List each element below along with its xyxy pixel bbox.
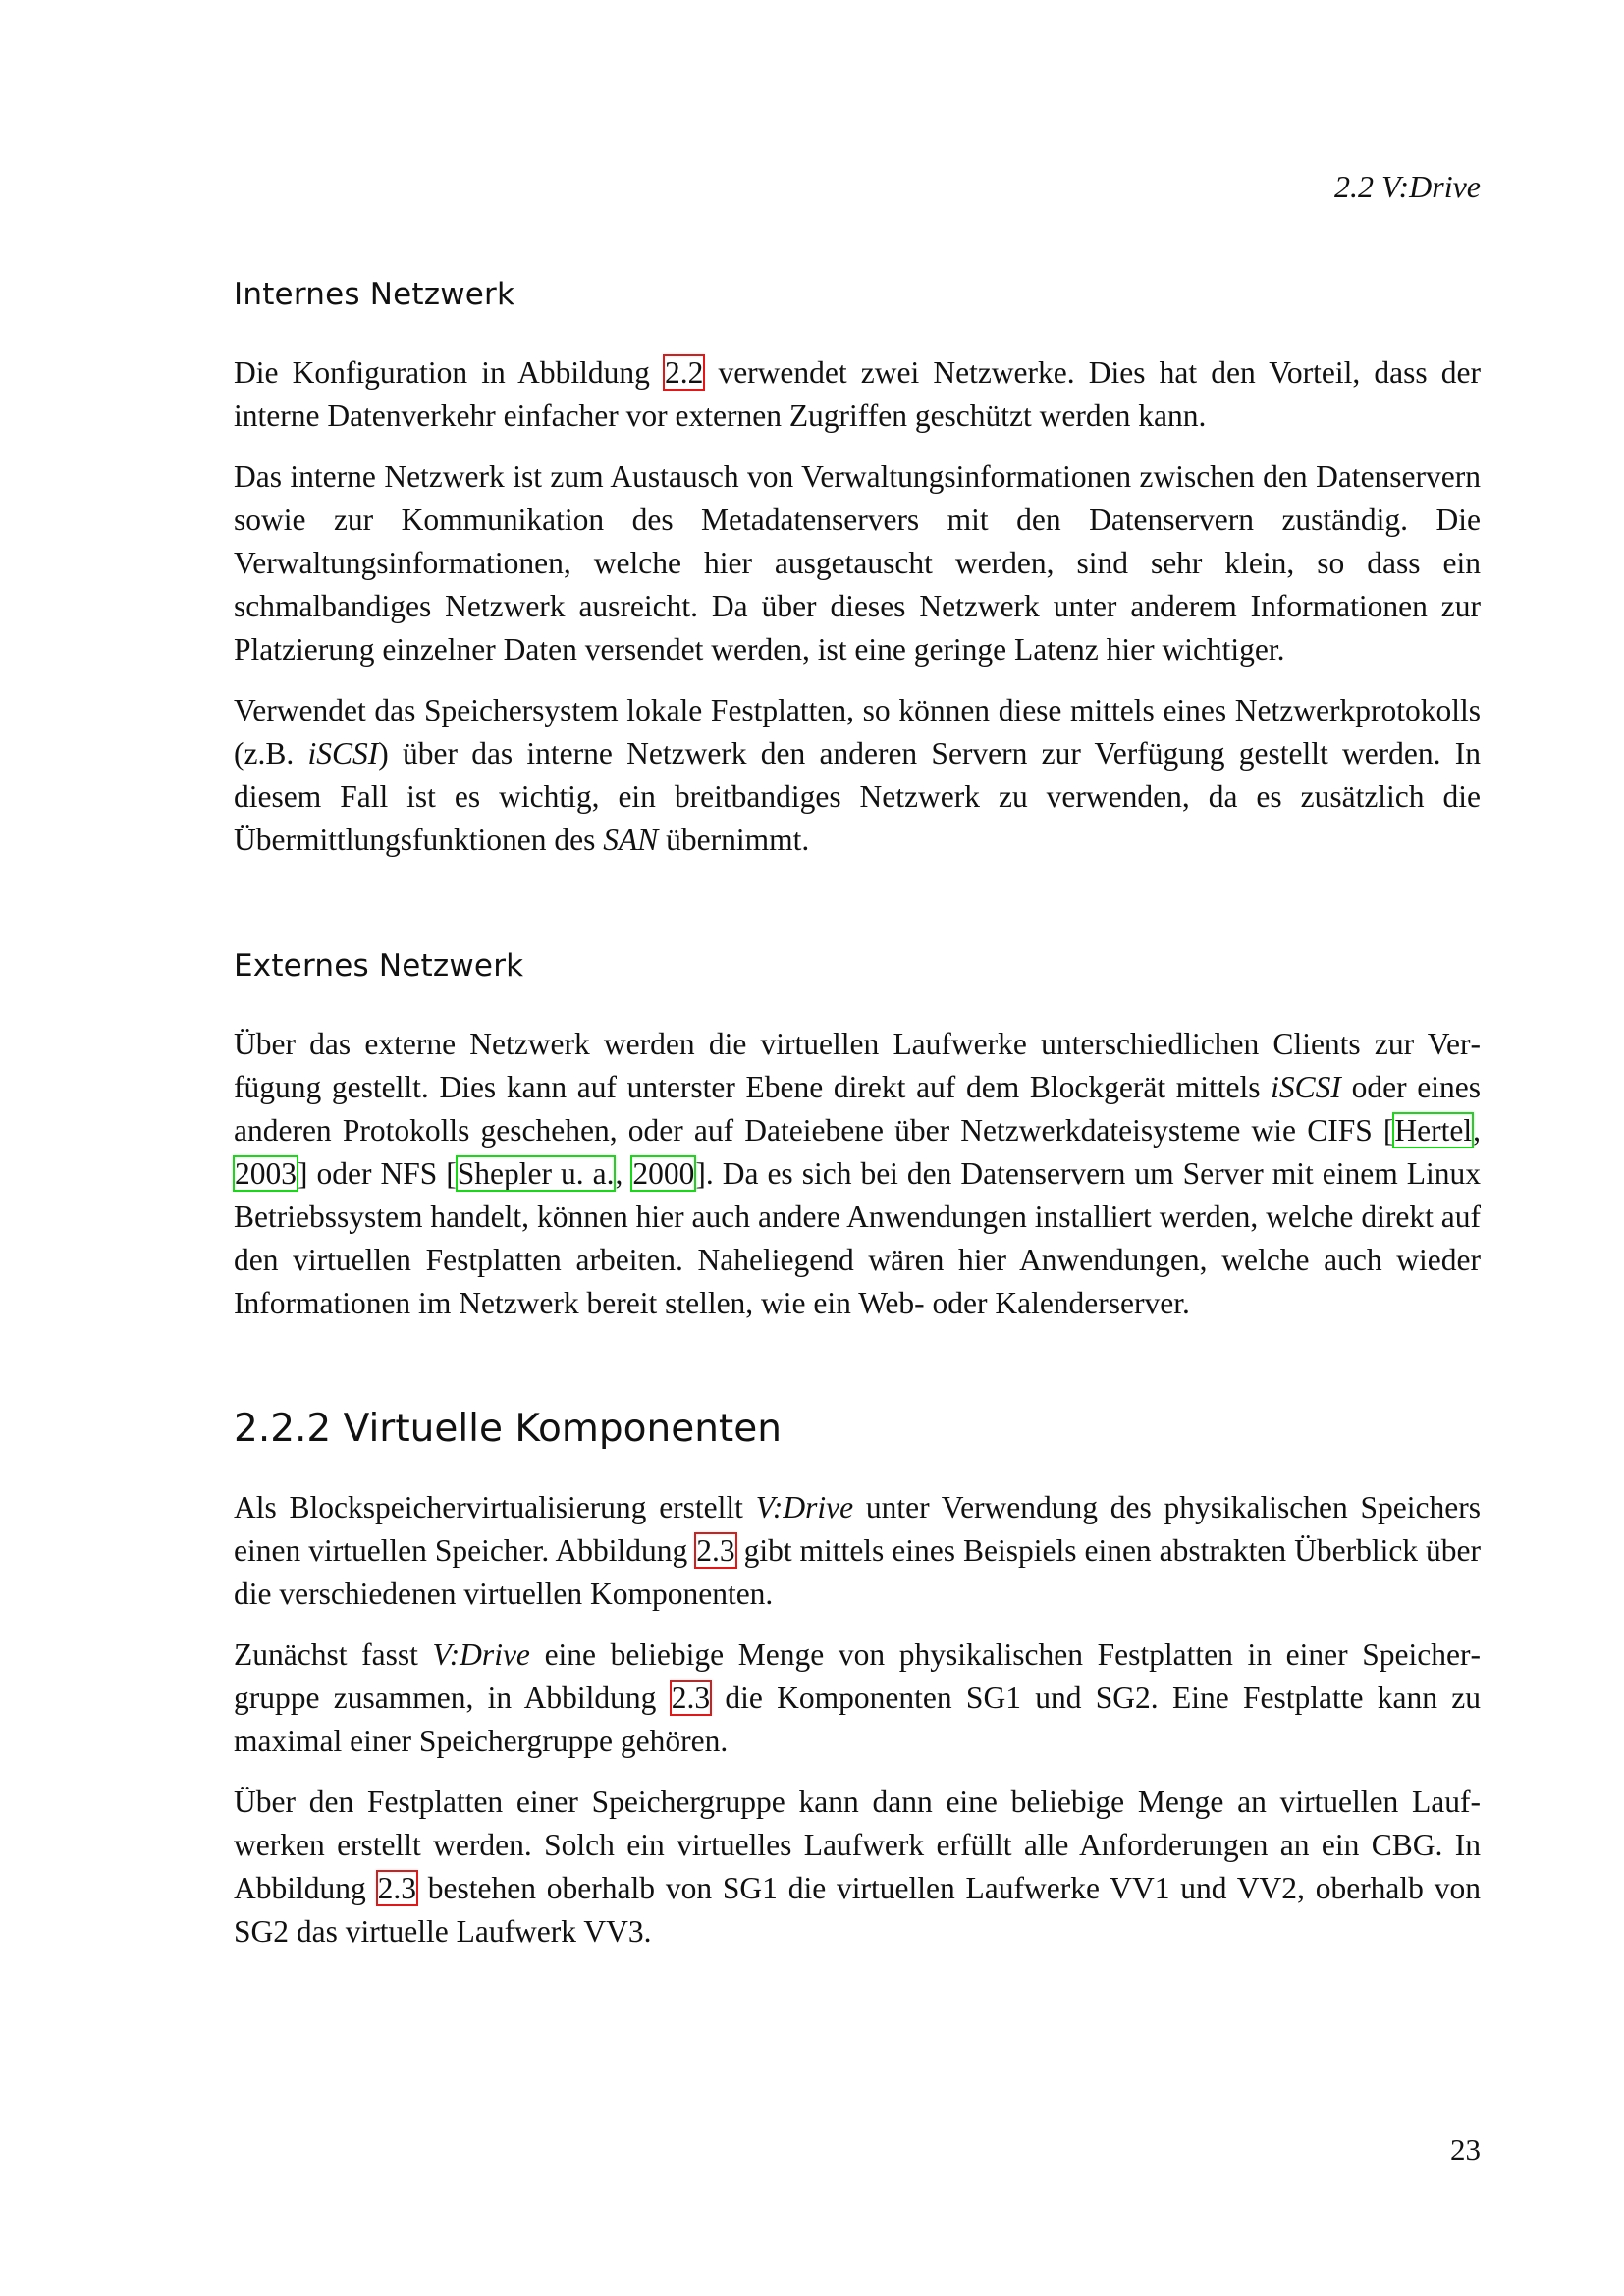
text-run: ) über das interne Netzwerk den anderen Servern zur Verfügung gestellt werden. In diesem Fall ist es wichtig, ein breitbandiges Netzwerk zu verwenden, da es zusätzlich die Übermittlungsfunktionen des [234,736,1481,857]
document-page [234,0,1481,2296]
text-run: verwendet zwei Netzwerke. Dies hat den Vorteil, dass der interne Datenverkehr einfacher vor externen Zugriffen geschützt werden kann. [234,355,1481,433]
text-run: Über den Festplatten einer Speichergruppe kann dann eine beliebige Menge an virtuellen Laufwerken erstellt werden. Solch ein virtuelles Laufwerk erfüllt alle Anforderungen an ein CBG. In Abbildung [234,1785,1481,1905]
emphasis-term: iSCSI [307,736,379,771]
emphasis-term: SAN [603,823,659,857]
text-run: übernimmt. [658,823,810,857]
page-number: 23 [1450,2132,1481,2166]
text-run: Über das externe Netzwerk werden die virtuellen Laufwerke unterschiedlichen Clients zur Verfügung gestellt. Dies kann auf unterster Ebene direkt auf dem Blockgerät mittels [234,1027,1481,1104]
text-run: , [615,1156,632,1191]
text-run: ]. Da es sich bei den Datenservern um Server mit einem Linux Betriebssystem handelt, können hier auch andere Anwendungen installiert werden, welche direkt auf den virtuellen Festplatten arbeiten. Naheliegend wären hier Anwendungen, welche auch wieder Informationen im Netzwerk bereit stellen, wie ein Web- oder Kalenderserver. [234,1156,1481,1320]
spacer [234,880,1481,946]
text-run: bestehen oberhalb von SG1 die virtuellen Laufwerke VV1 und VV2, oberhalb von SG2 das virtuelle Laufwerk VV3. [234,1871,1481,1949]
paragraph-virtual-3 [234,1781,1481,1953]
paragraph-virtual-2 [234,1633,1481,1763]
spacer [234,1343,1481,1406]
paragraph-internal-1 [234,351,1481,438]
running-header: 2.2 V:Drive [1334,169,1481,204]
text-run: eine beliebige Menge von physikalischen Festplatten in einer Speichergruppe zusammen, in Abbildung [234,1637,1481,1715]
text-run: ] oder NFS [ [298,1156,457,1191]
paragraph-internal-2: Das interne Netzwerk ist zum Austausch von Verwaltungsinformationen zwischen den Datenservern sowie zur Kommunikation des Metadatenservers mit den Datenservern zuständig. Die Verwaltungsinformationen, welche hier ausgetauscht werden, sind sehr klein, so dass ein schmalbandiges Netzwerk ausreicht. Da über dieses Netzwerk unter anderem Informationen zur Platzierung einzelner Daten versendet werden, ist eine geringe Latenz hier wichtiger. [234,459,1481,667]
heading-internes-netzwerk: Internes Netzwerk [234,277,515,312]
citation-link-hertel[interactable]: Hertel [1394,1113,1473,1148]
figure-ref-link[interactable]: 2.3 [377,1871,416,1905]
paragraph-internal-3 [234,689,1481,862]
paragraph-virtual-1 [234,1486,1481,1616]
citation-link-hertel-year[interactable]: 2003 [235,1156,297,1191]
figure-ref-link[interactable]: 2.2 [664,355,704,390]
emphasis-term: V:Drive [755,1490,854,1524]
citation-link-shepler-year[interactable]: 2000 [632,1156,695,1191]
text-run: unter Verwendung des physikalischen Speichers einen virtuellen Speicher. Abbildung [234,1490,1481,1568]
heading-virtuelle-komponenten: 2.2.2 Virtuelle Komponenten [234,1407,782,1451]
emphasis-term: iSCSI [1271,1070,1341,1104]
text-run: oder eines anderen Protokolls geschehen, oder auf Dateiebene über Netzwerkdateisysteme wie CIFS [ [234,1070,1481,1148]
text-run: , [1473,1113,1481,1148]
figure-ref-link[interactable]: 2.3 [671,1681,711,1715]
heading-externes-netzwerk: Externes Netzwerk [234,948,524,984]
text-run: die Komponenten SG1 und SG2. Eine Festplatte kann zu maximal einer Speichergruppe gehören. [234,1681,1481,1758]
citation-link-shepler[interactable]: Shepler u. a. [457,1156,615,1191]
text-run: Die Konfiguration in Abbildung [234,355,664,390]
text-run: Verwendet das Speichersystem lokale Festplatten, so können diese mittels eines Netzwerkprotokolls (z.B. [234,693,1481,771]
emphasis-term: V:Drive [432,1637,530,1672]
text-run: gibt mittels eines Beispiels einen abstrakten Überblick über die verschiedenen virtuellen Komponenten. [234,1533,1482,1611]
text-run: Als Blockspeichervirtualisierung erstellt [234,1490,756,1524]
page-content [234,275,1481,1971]
paragraph-external-1 [234,1023,1481,1325]
text-run: Zunächst fasst [234,1637,433,1672]
figure-ref-link[interactable]: 2.3 [696,1533,735,1568]
